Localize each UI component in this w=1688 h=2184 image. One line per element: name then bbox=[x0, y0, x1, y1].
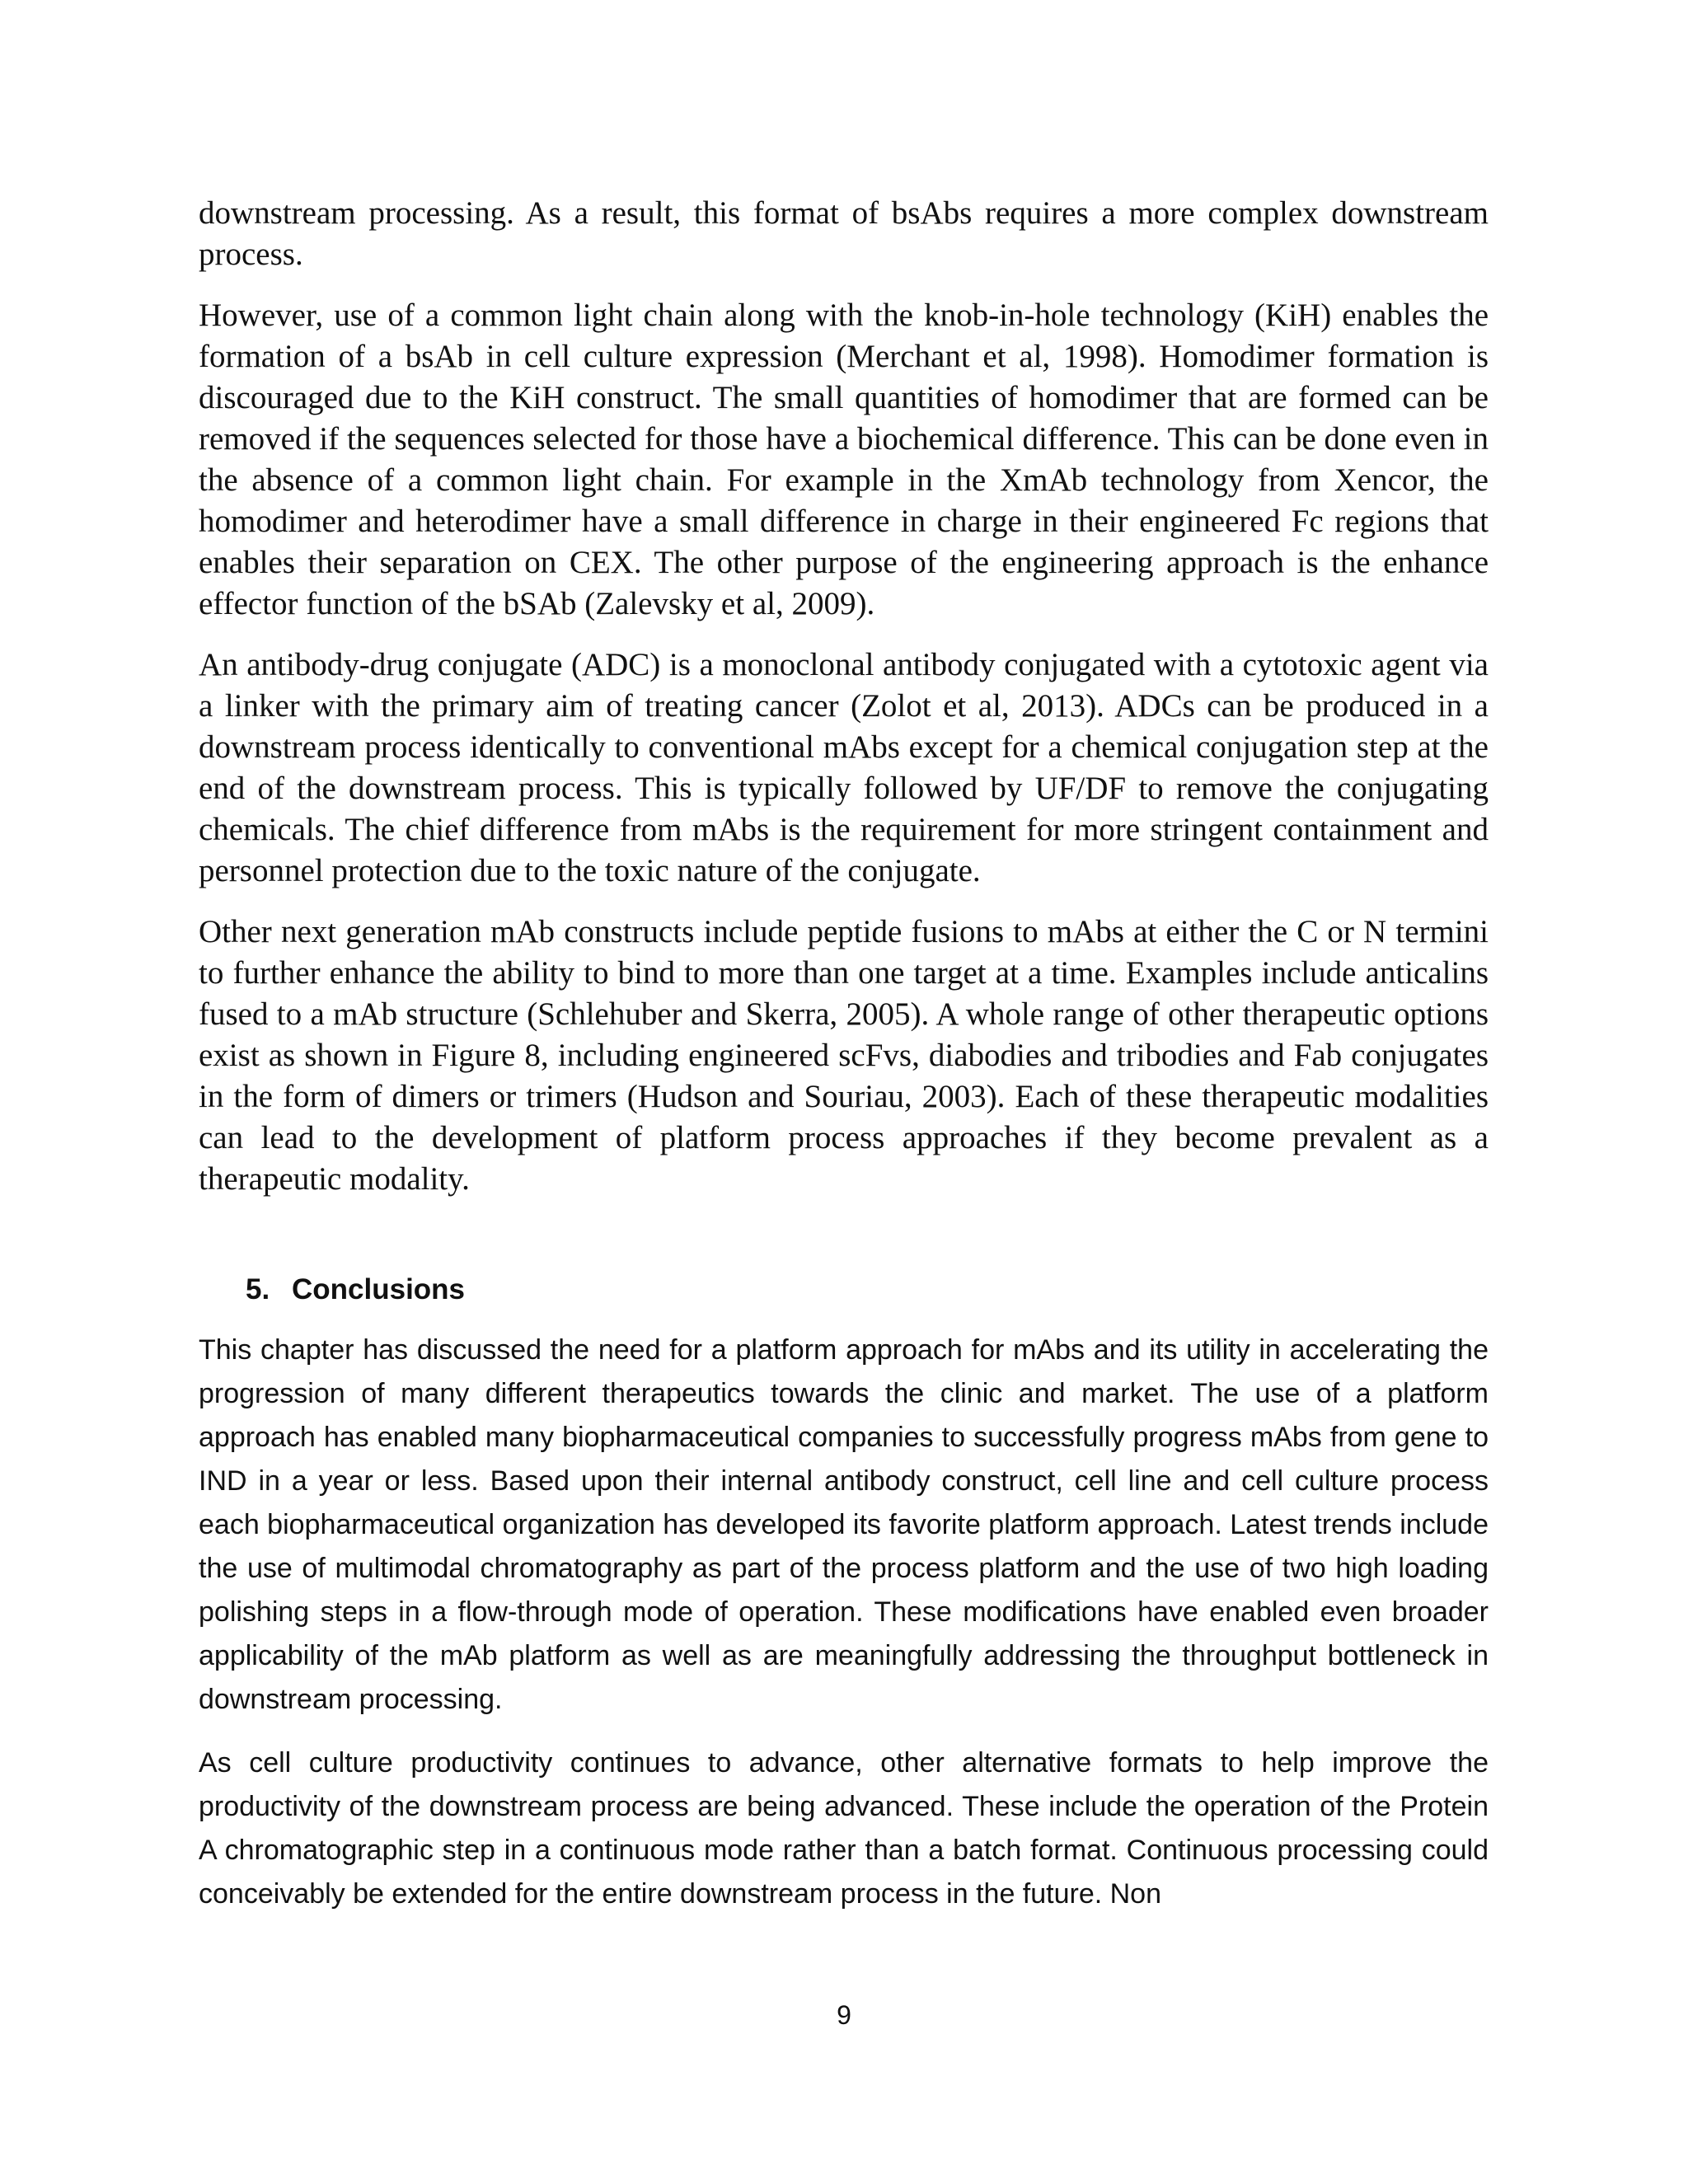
section-title: Conclusions bbox=[292, 1273, 466, 1305]
paragraph-adc: An antibody-drug conjugate (ADC) is a monoclonal antibody conjugated with a cytotoxic agent via a linker with the primary aim of treating cancer (Zolot et al, 2013). ADCs can be produced in a downstream process identically to conventional mAbs except for a chemical conjugation step at the end of the downstream process. This is typically followed by UF/DF to remove the conjugating chemicals. The chief difference from mAbs is the requirement for more stringent containment and personnel protection due to the toxic nature of the conjugate. bbox=[199, 647, 1489, 888]
paragraph-knob-in-hole: However, use of a common light chain along with the knob-in-hole technology (KiH) enables the formation of a bsAb in cell culture expression (Merchant et al, 1998). Homodimer formation is discouraged due to the KiH construct. The small quantities of homodimer that are formed can be removed if the sequences selected for those have a biochemical difference. This can be done even in the absence of a common light chain. For example in the XmAb technology from Xencor, the homodimer and heterodimer have a small difference in charge in their engineered Fc regions that enables their separation on CEX. The other purpose of the engineering approach is the enhance effector function of the bSAb (Zalevsky et al, 2009). bbox=[199, 298, 1489, 621]
paragraph-conclusions-2: As cell culture productivity continues to advance, other alternative formats to help improve the productivity of the downstream process are being advanced. These include the operation of the Protein A chromatographic step in a continuous mode rather than a batch format. Continuous processing could conceivably be extended for the entire downstream process in the future. Non bbox=[199, 1747, 1489, 1910]
paragraph-conclusions-1: This chapter has discussed the need for a platform approach for mAbs and its utility in accelerating the progression of many different therapeutics towards the clinic and market. The use of a platform approach has enabled many biopharmaceutical companies to successfully progress mAbs from gene to IND in a year or less. Based upon their internal antibody construct, cell line and cell culture process each biopharmaceutical organization has developed its favorite platform approach. Latest trends include the use of multimodal chromatography as part of the process platform and the use of two high loading polishing steps in a flow-through mode of operation. These modifications have enabled even broader applicability of the mAb platform as well as are meaningfully addressing the throughput bottleneck in downstream processing. bbox=[199, 1334, 1489, 1715]
section-heading-conclusions bbox=[246, 1269, 1489, 1310]
section-number: 5. bbox=[246, 1273, 270, 1305]
paragraph-downstream-intro: downstream processing. As a result, this format of bsAbs requires a more complex downstream process. bbox=[199, 195, 1489, 272]
document-page bbox=[199, 193, 1489, 1936]
page-number: 9 bbox=[837, 2000, 851, 2030]
paragraph-next-generation: Other next generation mAb constructs include peptide fusions to mAbs at either the C or N termini to further enhance the ability to bind to more than one target at a time. Examples include anticalins fused to a mAb structure (Schlehuber and Skerra, 2005). A whole range of other therapeutic options exist as shown in Figure 8, including engineered scFvs, diabodies and tribodies and Fab conjugates in the form of dimers or trimers (Hudson and Souriau, 2003). Each of these therapeutic modalities can lead to the development of platform process approaches if they become prevalent as a therapeutic modality. bbox=[199, 914, 1489, 1197]
